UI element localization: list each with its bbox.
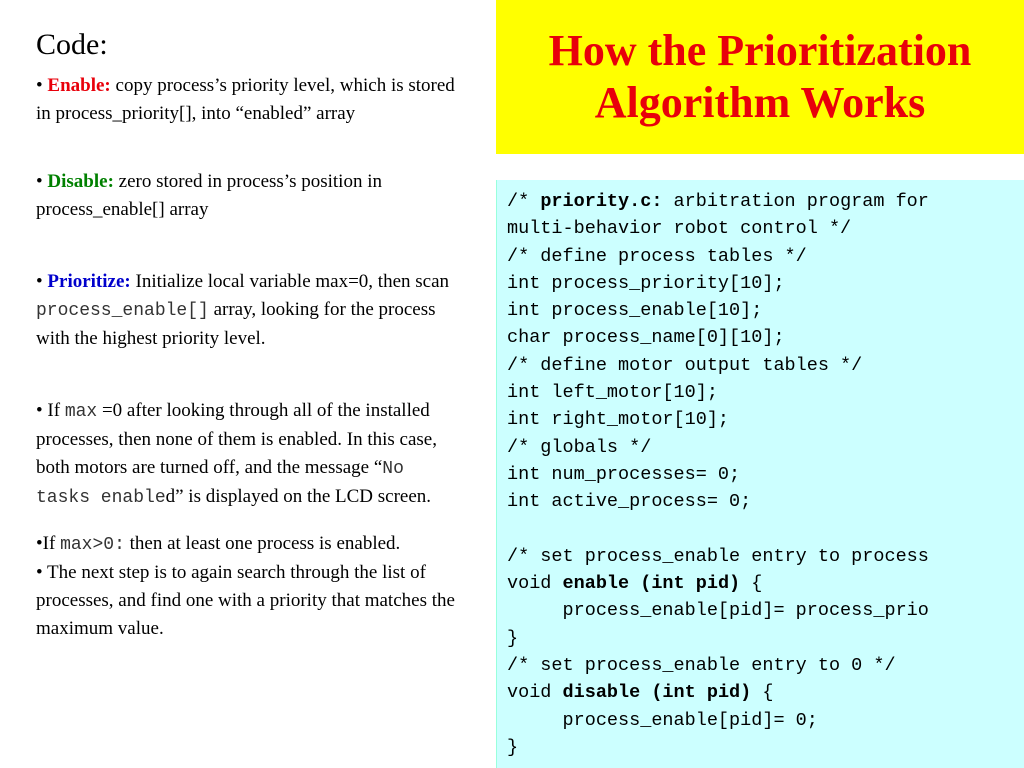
code-line: char process_name[0][10];	[507, 327, 785, 349]
if-zero-text-part2: d” is displayed on the LCD screen.	[165, 486, 432, 507]
enable-bullet	[36, 72, 456, 128]
code-line: /* define motor output tables */	[507, 354, 863, 376]
code-line: multi-behavior robot control */	[507, 218, 852, 240]
if-zero-bullet	[36, 397, 456, 512]
if-zero-prefix: • If	[36, 400, 65, 421]
code-enable-signature: enable (int pid)	[562, 573, 741, 595]
disable-description: zero stored in process’s position in process_enable[] array	[36, 171, 382, 220]
disable-bullet	[36, 168, 456, 224]
code-disable-signature: disable (int pid)	[562, 682, 752, 704]
prioritize-code: process_enable[]	[36, 301, 209, 321]
code-brace: {	[751, 682, 774, 704]
code-line: int process_enable[10];	[507, 300, 763, 322]
code-line	[507, 188, 1024, 215]
code-panel	[496, 180, 1024, 768]
if-zero-code-message: No tasks enable	[36, 459, 404, 508]
code-keyword-void: void	[507, 573, 563, 595]
code-line	[507, 570, 1024, 597]
code-listing	[497, 180, 1024, 761]
if-zero-text-part1: =0 after looking through all of the installed processes, then none of them is enabled. In this case, both motors are turned off, and the message “	[36, 400, 437, 478]
enable-description: copy process’s priority level, which is stored in process_priority[], into “enabled” array	[36, 75, 455, 124]
prioritize-description-part2: array, looking for the process with the highest priority level.	[36, 299, 436, 349]
code-line: process_enable[pid]= 0;	[507, 709, 818, 731]
code-line: int process_priority[10];	[507, 272, 785, 294]
if-positive-code: max>0:	[60, 535, 125, 555]
if-positive-prefix: •If	[36, 533, 61, 554]
if-zero-code-max: max	[64, 402, 98, 422]
if-positive-text: then at least one process is enabled.	[124, 533, 401, 554]
next-step-bullet: • The next step is to again search through the list of processes, and find one with a priority that matches the maximum value.	[36, 562, 455, 639]
code-line	[507, 679, 1024, 706]
code-line: /* set process_enable entry to process	[507, 545, 929, 567]
code-heading: Code:	[36, 28, 108, 61]
code-line: int right_motor[10];	[507, 409, 730, 431]
code-keyword-void: void	[507, 682, 563, 704]
code-blank-line	[507, 516, 1024, 543]
code-brace: {	[740, 573, 763, 595]
code-line: }	[507, 627, 519, 649]
notes-column	[36, 20, 456, 643]
code-line: int num_processes= 0;	[507, 463, 741, 485]
code-line: }	[507, 736, 519, 758]
code-line: process_enable[pid]= process_prio	[507, 600, 929, 622]
code-line: int left_motor[10];	[507, 382, 718, 404]
prioritize-bullet	[36, 268, 456, 353]
code-line: int active_process= 0;	[507, 491, 752, 513]
code-line: /* define process tables */	[507, 245, 807, 267]
bullet-mark: •	[36, 271, 43, 292]
code-comment-open: /*	[507, 191, 541, 212]
code-line: /* globals */	[507, 436, 652, 458]
disable-keyword: Disable:	[47, 171, 114, 192]
if-positive-bullet	[36, 530, 456, 559]
title-banner	[496, 0, 1024, 154]
enable-keyword: Enable:	[47, 75, 111, 96]
prioritize-description-part1: Initialize local variable max=0, then scan	[130, 271, 450, 292]
code-filename: priority.c:	[540, 191, 663, 212]
prioritize-keyword: Prioritize:	[47, 271, 131, 292]
code-comment-text: arbitration program for	[662, 191, 929, 212]
code-line: /* set process_enable entry to 0 */	[507, 655, 896, 677]
bullet-mark: •	[36, 171, 43, 192]
bullet-mark: •	[36, 75, 43, 96]
slide-title: How the Prioritization Algorithm Works	[548, 26, 972, 127]
